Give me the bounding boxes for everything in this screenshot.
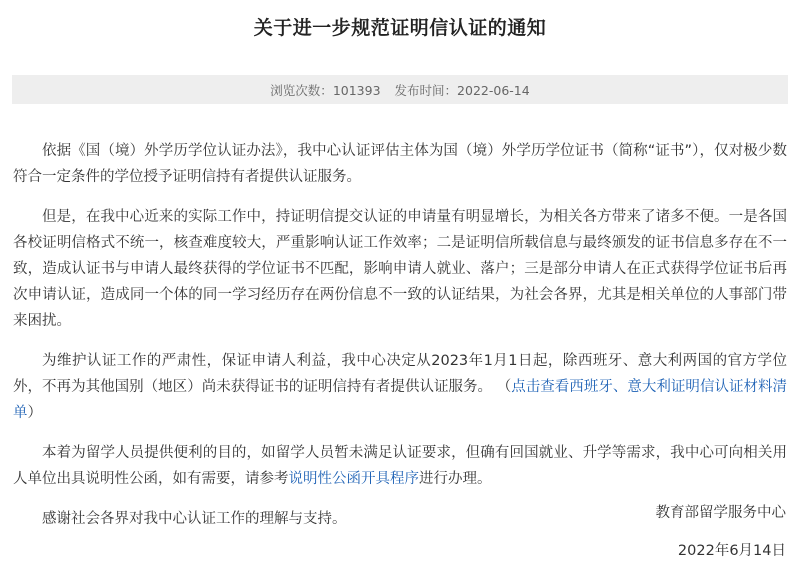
paragraph-4-text: 本着为留学人员提供便利的目的，如留学人员暂未满足认证要求，但确有回国就业、升学等需求，我中心可向相关用人单位出具说明性公函，如有需要，请参考 <box>13 445 787 487</box>
paragraph-5: 感谢社会各界对我中心认证工作的理解与支持。 <box>42 511 347 527</box>
explanatory-letter-procedure-link[interactable]: 说明性公函开具程序 <box>288 471 419 487</box>
publish-info <box>395 81 530 99</box>
article-meta-bar <box>12 75 788 104</box>
paren-close: ） <box>27 405 42 421</box>
signature-date: 2022年6月14日 <box>677 543 786 559</box>
views-info <box>270 81 380 99</box>
paragraph-4 <box>13 440 787 492</box>
page-title: 关于进一步规范证明信认证的通知 <box>253 17 547 39</box>
paragraph-3-text: 为维护认证工作的严肃性，保证申请人利益，我中心决定从2023年1月1日起，除西班牙、意大利两国的官方学位外，不再为其他国别（地区）尚未获得证书的证明信持有者提供认证服务。 <box>13 353 787 395</box>
paragraph-4-tail: 进行办理。 <box>419 471 492 487</box>
publish-date: 2022-06-14 <box>457 82 530 98</box>
article-body <box>13 138 787 546</box>
paragraph-3 <box>13 348 787 426</box>
publish-label: 发布时间： <box>394 82 458 98</box>
paragraph-1: 依据《国（境）外学历学位认证办法》，我中心认证评估主体为国（境）外学历学位证书（简称“证书”），仅对极少数符合一定条件的学位授予证明信持有者提供认证服务。 <box>13 143 787 185</box>
views-label: 浏览次数： <box>270 82 333 98</box>
paren-open: （ <box>496 379 512 395</box>
materials-list-link[interactable]: 点击查看西班牙、意大利证明信认证材料清单 <box>13 379 788 421</box>
paragraph-2: 但是，在我中心近来的实际工作中，持证明信提交认证的申请量有明显增长，为相关各方带来了诸多不便。一是各国各校证明信格式不统一，核查难度较大，严重影响认证工作效率；二是证明信所载信息与最终颁发的证书信息多存在不一致，造成认证书与申请人最终获得的学位证书不匹配，影响申请人就业、落户；三是部分申请人在正式获得学位证书后再次申请认证，造成同一个体的同一学习经历存在两份信息不一致的认证结果，为社会各界，尤其是相关单位的人事部门带来困扰。 <box>13 209 787 329</box>
signature: 教育部留学服务中心 <box>655 505 786 521</box>
views-count: 101393 <box>332 82 381 98</box>
